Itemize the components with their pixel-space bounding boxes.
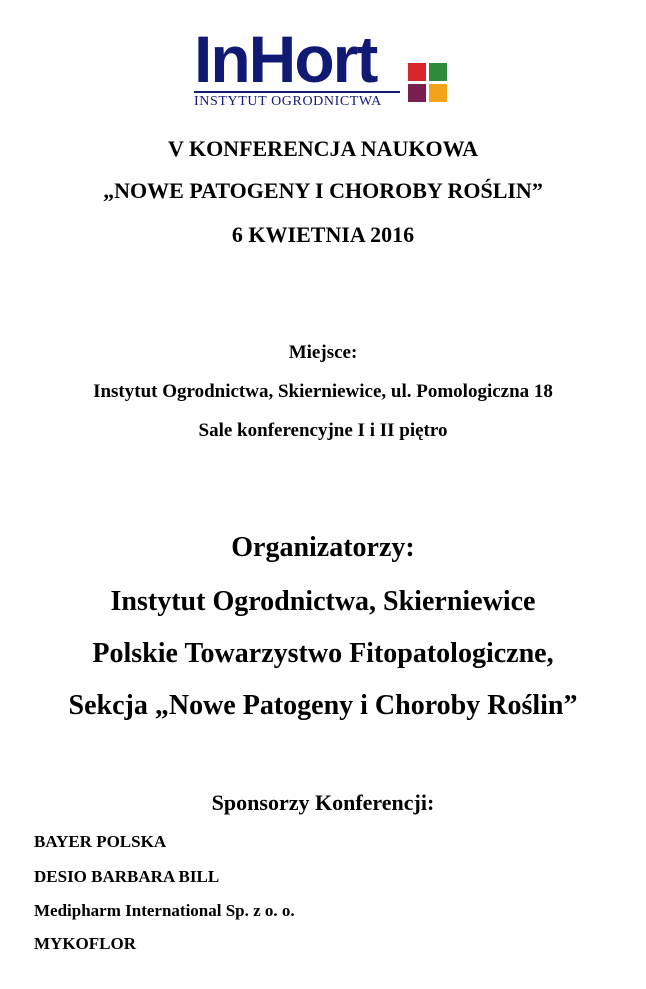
organizer-item: Polskie Towarzystwo Fitopatologiczne, [92, 638, 554, 669]
organizers-label: Organizatorzy: [231, 532, 415, 563]
sponsors-label: Sponsorzy Konferencji: [211, 790, 435, 815]
logo-wordmark: InHort [194, 22, 377, 96]
venue-label: Miejsce: [288, 342, 358, 363]
sponsor-item: DESIO BARBARA BILL [34, 867, 220, 886]
organizer-item: Instytut Ogrodnictwa, Skierniewice [110, 586, 536, 617]
venue-rooms: Sale konferencyjne I i II piętro [198, 420, 448, 441]
logo-square-purple [408, 84, 426, 102]
logo-square-red [408, 63, 426, 81]
sponsor-item: BAYER POLSKA [34, 832, 167, 851]
venue-address: Instytut Ogrodnictwa, Skierniewice, ul. Pomologiczna 18 [93, 381, 553, 402]
inhort-logo [194, 22, 454, 112]
logo-subtitle: INSTYTUT OGRODNICTWA [194, 91, 400, 110]
organizer-item: Sekcja „Nowe Patogeny i Choroby Roślin” [68, 690, 578, 721]
conference-date: 6 KWIETNIA 2016 [231, 222, 415, 247]
sponsor-item: Medipharm International Sp. z o. o. [34, 901, 295, 920]
conference-title: „NOWE PATOGENY I CHOROBY ROŚLIN” [103, 178, 543, 203]
logo-square-green [429, 63, 447, 81]
sponsor-item: MYKOFLOR [34, 934, 136, 953]
conference-edition: V KONFERENCJA NAUKOWA [167, 136, 479, 161]
logo-square-orange [429, 84, 447, 102]
